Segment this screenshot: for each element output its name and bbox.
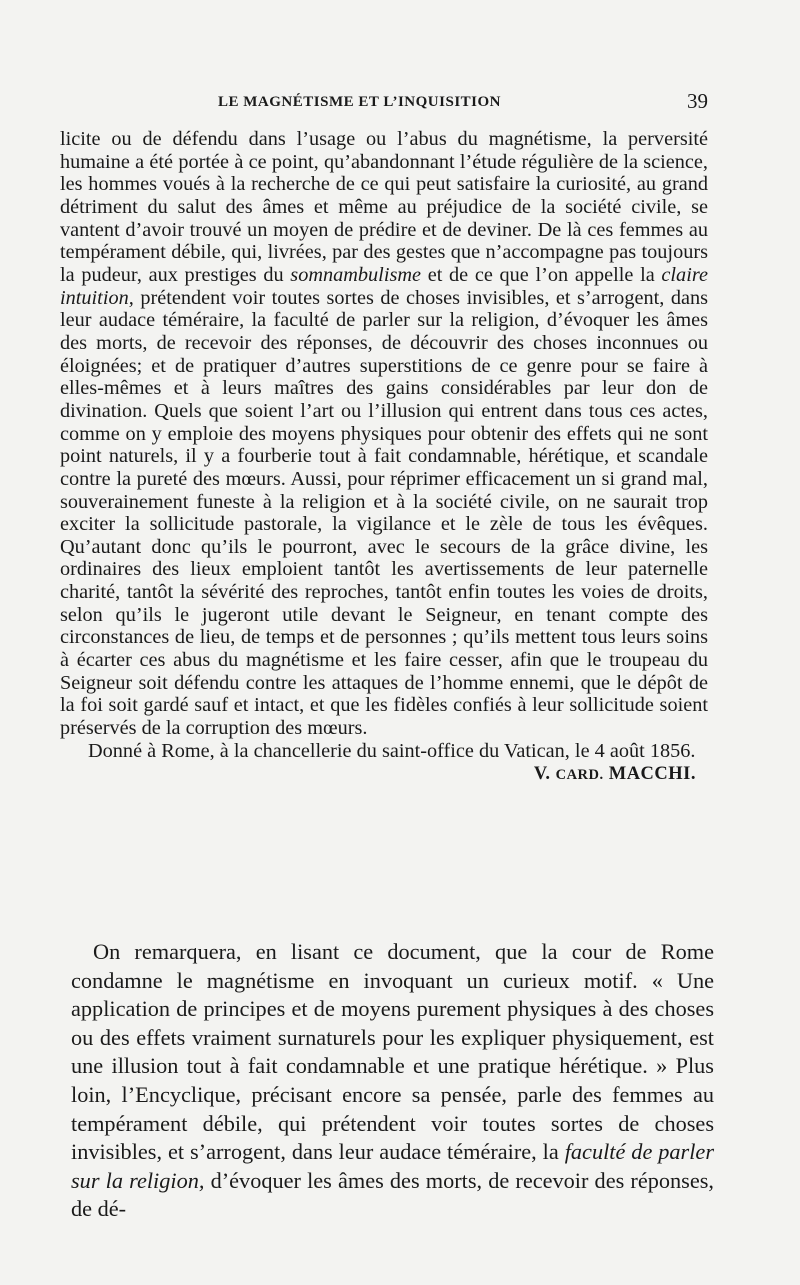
decree-text-segment: prétendent voir toutes sortes de choses invisibles, et s’arrogent, dans leur audace téméraire, la faculté de parler sur la religion, d’évoquer les âmes des morts, de recevoir des réponses, de découvrir des choses inconnues ou éloignées; et de pratiquer d’autres superstitions de ce genre pour se faire à elles-mêmes et à leurs maîtres des gains considérables par leur don de divination. Quels que soient l’art ou l’illusion qui entrent dans tous ces actes, comme on y emploie des moyens physiques pour obtenir des effets qui ne sont point naturels, il y a fourberie tout à fait condamnable, hérétique, et scandale contre la pureté des mœurs. Aussi, pour réprimer efficacement un si grand mal, souverainement funeste à la religion et à la société civile, on ne saurait trop exciter la sollicitude pastorale, la vigilance et le zèle de tous les évêques. Qu’autant donc qu’ils le pourront, avec le secours de la grâce divine, les ordinaires des lieux emploient tantôt les avertissements de leur paternelle charité, tantôt la sévérité des reproches, tantôt enfin toutes les voies de droits, selon qu’ils le jugeront utile devant le Seigneur, en tenant compte des circonstances de lieu, de temps et de personnes ; qu’ils mettent tous leurs soins à écarter ces abus du magnétisme et les faire cesser, afin que le troupeau du Seigneur soit défendu contre les attaques de l’homme ennemi, que le dépôt de la foi soit gardé sauf et intact, et que les fidèles confiés à leur sollicitude soient préservés de la corruption des mœurs. [60, 286, 708, 740]
signature-initial: V. [533, 764, 551, 785]
signature [60, 763, 696, 787]
italic-term-somnambulisme: somnambulisme [290, 263, 421, 286]
decree-text [60, 128, 708, 787]
dateline: Donné à Rome, à la chancellerie du saint-office du Vatican, le 4 août 1856. [88, 739, 696, 762]
italic-phrase-faculte: faculté de parler sur la religion, [71, 1139, 714, 1193]
decree-paragraph [60, 128, 708, 740]
running-title: LE MAGNÉTISME ET L’INQUISITION [218, 94, 501, 110]
commentary-text-segment: On remarquera, en lisant ce document, que la cour de Rome condamne le magnétisme en invoquant un curieux motif. « Une application de principes et de moyens purement physiques à des choses ou des effets vraiment surnaturels pour les expliquer physiquement, est une illusion tout à fait condamnable et une pratique hérétique. » Plus loin, l’Encyclique, précisant encore sa pensée, parle des femmes au tempérament débile, qui prétendent voir toutes sortes de choses invisibles, et s’arrogent, dans leur audace téméraire, la [71, 939, 714, 1165]
italic-term-claire-intuition: claire intuition, [60, 263, 708, 309]
commentary-paragraph [71, 938, 714, 1224]
signature-title: CARD. [555, 767, 604, 784]
page-header [60, 89, 708, 118]
signature-name: MACCHI. [608, 764, 696, 785]
decree-text-segment: licite ou de défendu dans l’usage ou l’abus du magnétisme, la perversité humaine a été portée à ce point, qu’abandonnant l’étude régulière de la science, les hommes voués à la recherche de ce qui peut satisfaire la curiosité, au grand détriment du salut des âmes et même au préjudice de la société civile, se vantent d’avoir trouvé un moyen de prédire et de deviner. De là ces femmes au tempérament débile, qui, livrées, par des gestes que n’accompagne pas toujours la pudeur, aux prestiges du [60, 128, 708, 286]
page-number: 39 [687, 89, 708, 113]
commentary-text-segment: d’évoquer les âmes des morts, de recevoir des réponses, de dé- [71, 1167, 714, 1222]
decree-text-segment: et de ce que l’on appelle la [427, 263, 655, 286]
